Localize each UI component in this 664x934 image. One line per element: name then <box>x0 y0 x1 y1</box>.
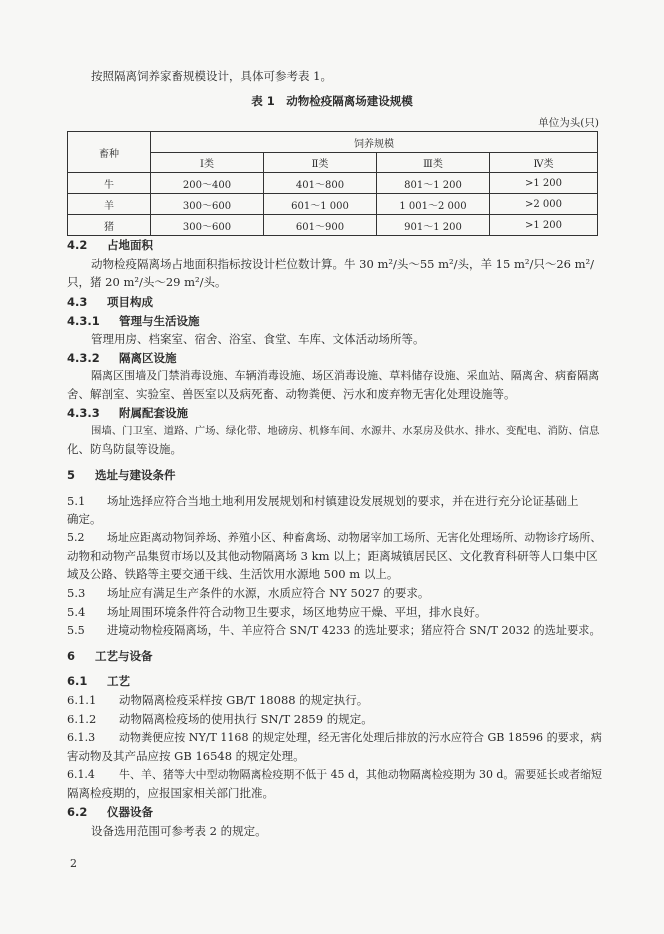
heading-4-3-1 <box>67 313 200 329</box>
para-4-2-line2: 只，猪 20 m²/头～29 m²/头。 <box>67 275 227 289</box>
heading-5 <box>67 467 176 483</box>
para-5-5 <box>67 623 601 639</box>
section-title: 工艺 <box>107 674 130 688</box>
row-species: 牛 <box>68 173 151 194</box>
section-number: 6.1.2 <box>67 712 97 726</box>
intro-text: 按照隔离饲养家畜规模设计，具体可参考表 1。 <box>91 69 332 83</box>
row-cell: 300～600 <box>151 215 264 236</box>
heading-4-3 <box>67 294 153 310</box>
para-text: 动物隔离检疫采样按 GB/T 18088 的规定执行。 <box>119 693 369 707</box>
para-6-1-2 <box>67 711 373 727</box>
section-number: 4.3.3 <box>67 406 100 420</box>
para-text: 动物隔离检疫场的使用执行 SN/T 2859 的规定。 <box>119 712 373 726</box>
para-5-2-line1 <box>67 530 601 546</box>
para-5-2-line3: 域及公路、铁路等主要交通干线、生活饮用水源地 500 m 以上。 <box>67 567 399 581</box>
section-number: 5.2 <box>67 531 85 544</box>
header-scale: 饲养规模 <box>151 132 598 153</box>
row-cell: >2 000 <box>490 194 598 215</box>
para-6-1-3-line2: 害动物及其产品应按 GB 16548 的规定处理。 <box>67 749 305 763</box>
heading-6 <box>67 648 153 664</box>
section-title: 仪器设备 <box>107 805 153 819</box>
row-cell: 300～600 <box>151 194 264 215</box>
section-number: 4.2 <box>67 238 88 252</box>
heading-4-3-3 <box>67 405 188 421</box>
section-number: 6.1.3 <box>67 731 96 744</box>
section-title: 管理与生活设施 <box>119 314 200 328</box>
section-title: 选址与建设条件 <box>95 468 176 482</box>
para-text: 进境动物检疫隔离场，牛、羊应符合 SN/T 4233 的选址要求；猪应符合 SN/T 2032 的选址要求。 <box>107 624 601 637</box>
para-6-1-1 <box>67 692 368 708</box>
section-number: 6.1 <box>67 674 88 688</box>
section-title: 隔离区设施 <box>119 351 177 365</box>
para-4-3-3-line1: 围墙、门卫室、道路、广场、绿化带、地磅房、机修车间、水源井、水泵房及供水、排水、变配电、消防、信息 <box>91 425 600 437</box>
heading-4-3-2 <box>67 350 177 366</box>
table-row <box>68 173 598 194</box>
row-cell: 601～1 000 <box>264 194 377 215</box>
para-5-2-line2: 动物和动物产品集贸市场以及其他动物隔离场 3 km 以上；距离城镇居民区、文化教育科研等人口集中区 <box>67 549 598 563</box>
section-number: 5.5 <box>67 624 85 637</box>
para-4-3-2-line1: 隔离区围墙及门禁消毒设施、车辆消毒设施、场区消毒设施、草料储存设施、采血站、隔离舍、病畜隔离 <box>91 369 600 382</box>
section-number: 4.3.2 <box>67 351 100 365</box>
section-number: 6.1.1 <box>67 693 97 707</box>
para-6-1-3-line1 <box>67 730 602 746</box>
section-title: 项目构成 <box>107 295 153 309</box>
table-row <box>68 194 598 215</box>
para-6-2: 设备选用范围可参考表 2 的规定。 <box>91 824 267 838</box>
para-text: 场址应有满足生产条件的水源，水质应符合 NY 5027 的要求。 <box>107 586 430 600</box>
para-text: 场址周围环境条件符合动物卫生要求，场区地势应干燥、平坦，排水良好。 <box>107 605 487 619</box>
section-number: 4.3 <box>67 295 88 309</box>
header-class-2: Ⅱ类 <box>264 153 377 173</box>
section-number: 6 <box>67 649 76 663</box>
section-title: 附属配套设施 <box>119 406 188 420</box>
section-number: 5.3 <box>67 586 86 600</box>
row-cell: 801～1 200 <box>377 173 490 194</box>
row-cell: 1 001～2 000 <box>377 194 490 215</box>
row-cell: 601～900 <box>264 215 377 236</box>
para-text: 动物粪便应按 NY/T 1168 的规定处理，经无害化处理后排放的污水应符合 GB 18596 的要求，病 <box>119 731 602 744</box>
heading-6-2 <box>67 804 153 820</box>
para-text: 场址应距离动物饲养场、养殖小区、种畜禽场、动物屠宰加工场所、无害化处理场所、动物诊疗场所、 <box>107 531 602 544</box>
section-number: 6.1.4 <box>67 768 95 781</box>
para-5-1-line2: 确定。 <box>67 512 102 526</box>
header-class-4: Ⅳ类 <box>490 153 598 173</box>
row-cell: 901～1 200 <box>377 215 490 236</box>
para-5-1-line1 <box>67 493 579 509</box>
header-class-3: Ⅲ类 <box>377 153 490 173</box>
section-number: 5 <box>67 468 76 482</box>
section-title: 工艺与设备 <box>95 649 153 663</box>
section-number: 5.4 <box>67 605 86 619</box>
para-text: 场址选择应符合当地土地利用发展规划和村镇建设发展规划的要求，并在进行充分论证基础上 <box>107 494 579 508</box>
row-cell: 401～800 <box>264 173 377 194</box>
section-number: 5.1 <box>67 494 86 508</box>
section-number: 4.3.1 <box>67 314 100 328</box>
table-unit: 单位为头(只) <box>538 117 599 129</box>
para-4-3-1: 管理用房、档案室、宿舍、浴室、食堂、车库、文体活动场所等。 <box>91 332 425 346</box>
para-6-1-4-line1 <box>67 767 602 783</box>
section-number: 6.2 <box>67 805 88 819</box>
table-row <box>68 215 598 236</box>
row-cell: 200～400 <box>151 173 264 194</box>
scale-table <box>67 131 598 236</box>
page-number: 2 <box>70 857 77 870</box>
heading-4-2 <box>67 237 153 253</box>
row-species: 羊 <box>68 194 151 215</box>
row-species: 猪 <box>68 215 151 236</box>
heading-6-1 <box>67 673 130 689</box>
row-cell: >1 200 <box>490 173 598 194</box>
header-species: 畜种 <box>68 132 151 173</box>
para-6-1-4-line2: 隔离检疫期的，应报国家相关部门批准。 <box>67 786 274 800</box>
para-4-3-2-line2: 舍、解剖室、实验室、兽医室以及病死畜、动物粪便、污水和废弃物无害化处理设施等。 <box>67 387 516 401</box>
para-5-4 <box>67 604 487 620</box>
para-4-3-3-line2: 化、防鸟防鼠等设施。 <box>67 442 182 456</box>
header-class-1: Ⅰ类 <box>151 153 264 173</box>
para-4-2-line1: 动物检疫隔离场占地面积指标按设计栏位数计算。牛 30 m²/头～55 m²/头，羊 15 m²/只～26 m²/ <box>91 257 595 271</box>
para-text: 牛、羊、猪等大中型动物隔离检疫期不低于 45 d，其他动物隔离检疫期为 30 d。需要延长或者缩短 <box>119 768 602 781</box>
row-cell: >1 200 <box>490 215 598 236</box>
section-title: 占地面积 <box>107 238 153 252</box>
para-5-3 <box>67 585 429 601</box>
table-title: 表 1 动物检疫隔离场建设规模 <box>251 94 413 108</box>
